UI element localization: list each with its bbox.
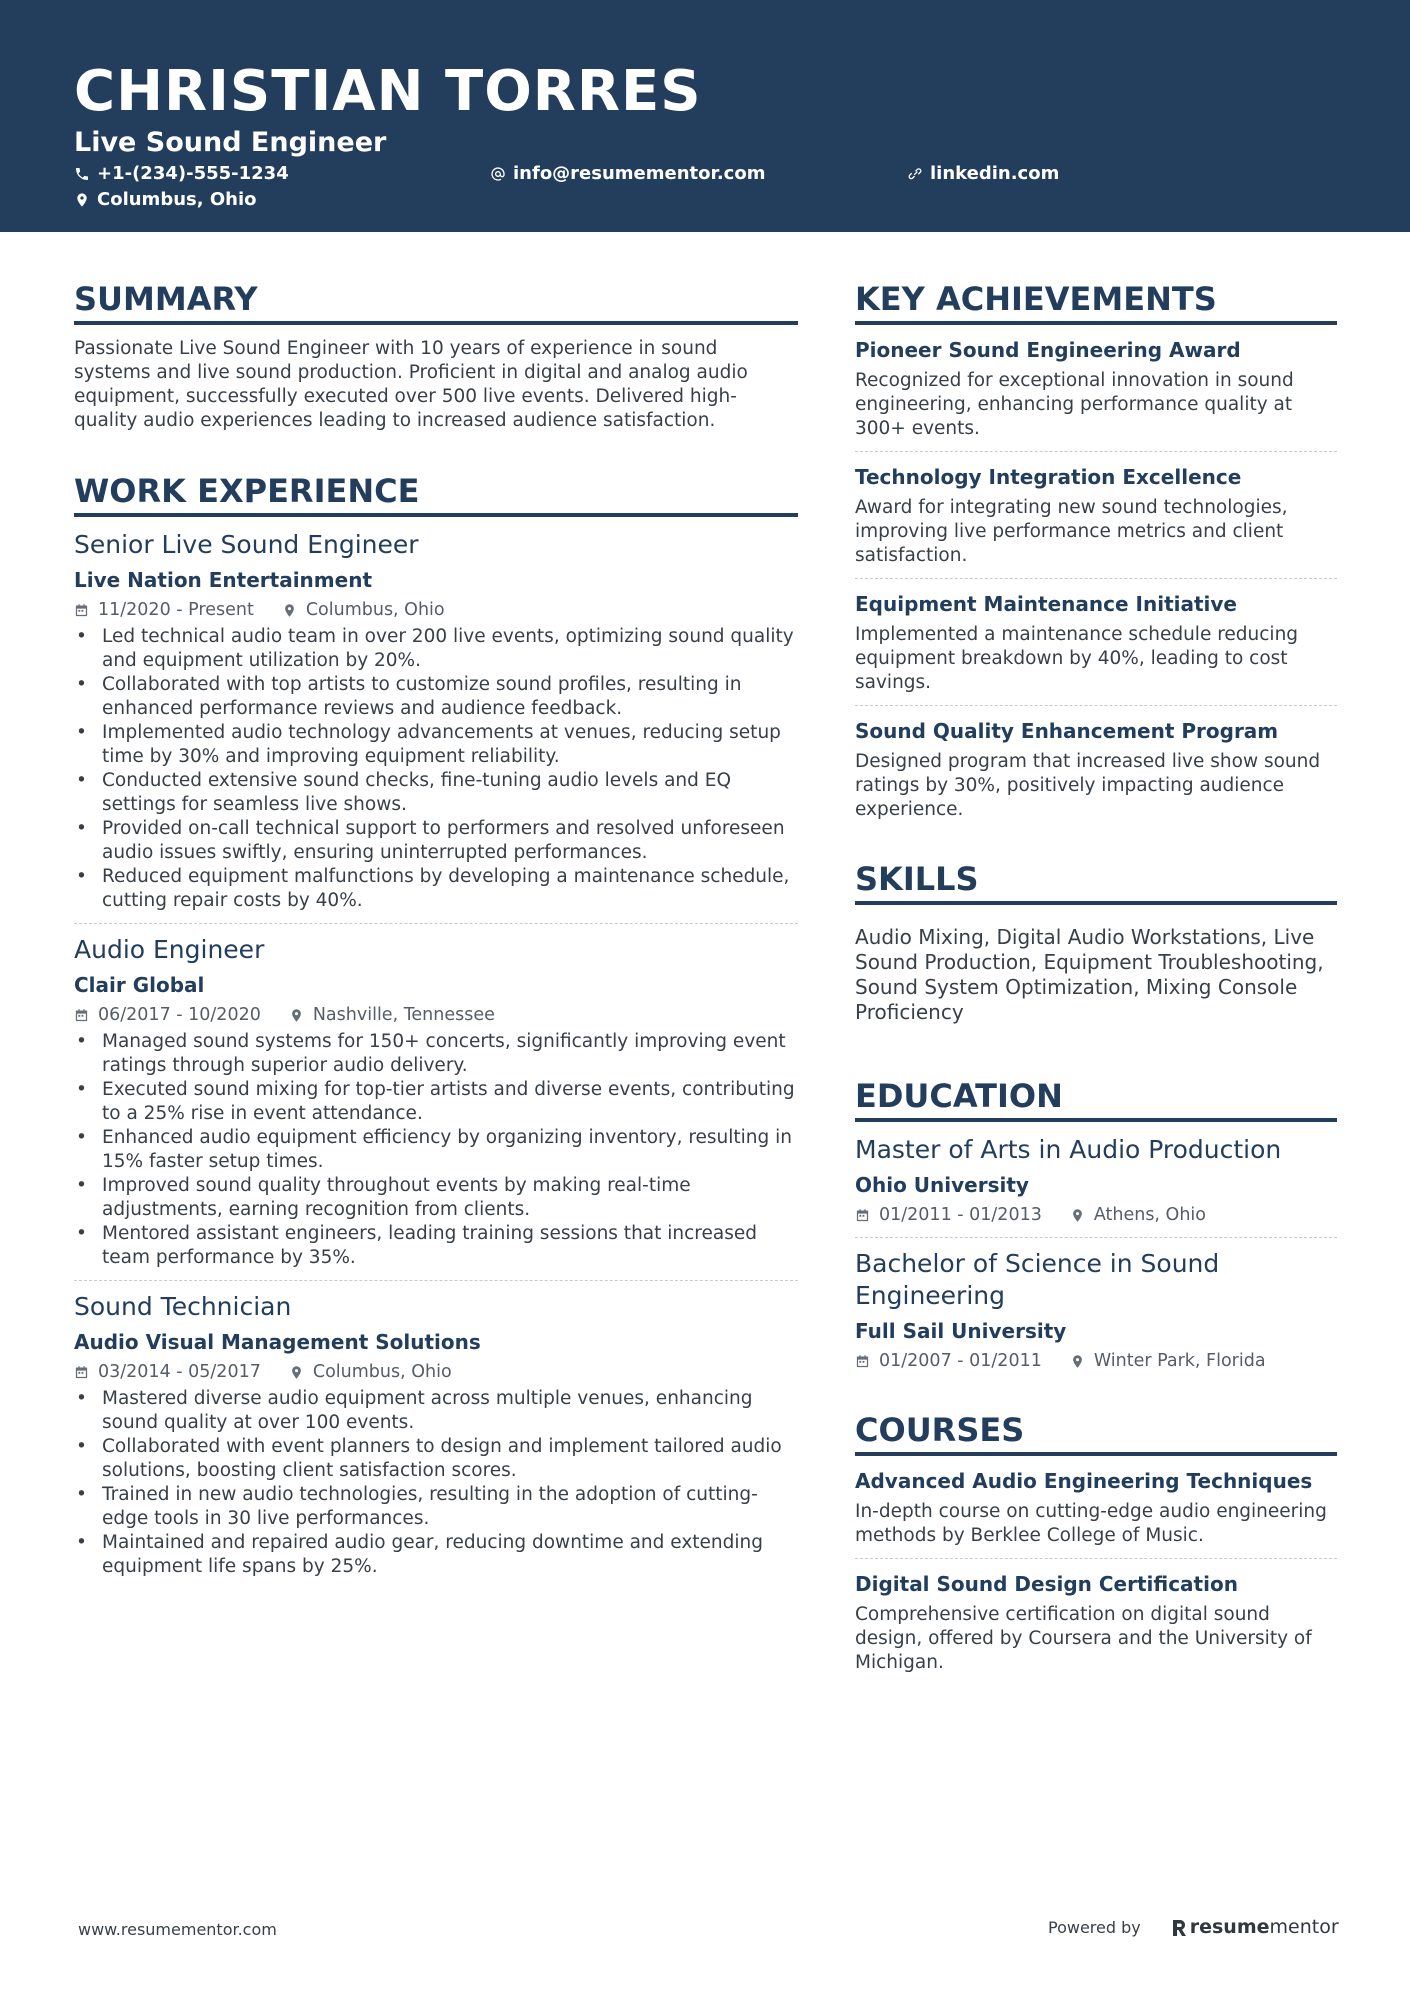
phone-icon	[74, 166, 90, 182]
location-pin-icon	[289, 1365, 304, 1380]
brand-mark-icon	[1171, 1918, 1187, 1937]
job-bullet: • Collaborated with event planners to design and implement tailored audio solutions, boosting client satisfaction scores.	[74, 1435, 798, 1483]
achievement-desc: Designed program that increased live show sound ratings by 30%, positively impacting audience experience.	[855, 751, 1321, 820]
brand-logo[interactable]	[1171, 1916, 1339, 1938]
contact-linkedin-text: linkedin.com	[930, 163, 1060, 184]
education-school: Ohio University	[855, 1173, 1029, 1197]
job-bullet: • Conducted extensive sound checks, fine-tuning audio levels and EQ settings for seamless live shows.	[74, 769, 798, 817]
calendar-icon	[74, 1365, 89, 1380]
contact-phone-text: +1-(234)-555-1234	[97, 163, 289, 184]
job-bullet: • Improved sound quality throughout events by making real-time adjustments, earning recognition from clients.	[74, 1174, 798, 1222]
job-entry	[74, 1291, 798, 1579]
footer-website[interactable]: www.resumementor.com	[78, 1920, 277, 1939]
summary-section	[74, 280, 798, 433]
right-column	[855, 280, 1337, 1675]
location-pin-icon	[282, 603, 297, 618]
job-company: Clair Global	[74, 973, 205, 997]
skills-section	[855, 860, 1337, 1025]
job-bullet: • Provided on-call technical support to performers and resolved unforeseen audio issues swiftly, ensuring uninterrupted performances.	[74, 817, 798, 865]
course-desc: Comprehensive certification on digital sound design, offered by Coursera and the University of Michigan.	[855, 1604, 1312, 1673]
at-icon	[490, 166, 506, 182]
divider	[855, 1558, 1337, 1559]
calendar-icon	[855, 1208, 870, 1223]
achievement-title: Sound Quality Enhancement Program	[855, 719, 1279, 743]
divider	[855, 1237, 1337, 1238]
job-bullet: • Executed sound mixing for top-tier artists and diverse events, contributing to a 25% rise in event attendance.	[74, 1078, 798, 1126]
job-bullet: • Mentored assistant engineers, leading training sessions that increased team performance by 35%.	[74, 1222, 798, 1270]
achievement-item	[855, 464, 1337, 579]
education-dates: 01/2011 - 01/2013	[879, 1205, 1042, 1225]
footer-branding	[1048, 1916, 1339, 1938]
divider	[74, 1280, 798, 1281]
skills-text: Audio Mixing, Digital Audio Workstations, Live Sound Production, Equipment Troubleshooting, Sound System Optimization, Mixing Console Proficiency	[855, 925, 1324, 1024]
job-bullet: • Maintained and repaired audio gear, reducing downtime and extending equipment life spans by 25%.	[74, 1531, 798, 1579]
divider	[855, 451, 1337, 452]
achievement-title: Pioneer Sound Engineering Award	[855, 338, 1241, 362]
job-dates: 06/2017 - 10/2020	[98, 1005, 261, 1025]
experience-section	[74, 472, 798, 1579]
job-bullet: • Implemented audio technology advancements at venues, reducing setup time by 30% and improving equipment reliability.	[74, 721, 798, 769]
education-section	[855, 1077, 1337, 1373]
resume-header	[0, 0, 1410, 232]
link-icon	[907, 166, 923, 182]
job-location: Nashville, Tennessee	[312, 1005, 495, 1025]
contact-email[interactable]	[490, 162, 765, 186]
divider	[855, 705, 1337, 706]
contact-location	[74, 188, 257, 212]
summary-text: Passionate Live Sound Engineer with 10 years of experience in sound systems and live sound production. Proficient in digital and analog audio equipment, successfully executed over 500 live events. Delivered high-quality audio experiences leading to increased audience satisfaction.	[74, 338, 748, 431]
achievement-desc: Award for integrating new sound technologies, improving live performance metrics and client satisfaction.	[855, 497, 1288, 566]
job-location: Columbus, Ohio	[312, 1362, 452, 1382]
job-meta	[74, 1003, 798, 1027]
job-bullet: • Reduced equipment malfunctions by developing a maintenance schedule, cutting repair costs by 40%.	[74, 865, 798, 913]
achievement-desc: Recognized for exceptional innovation in sound engineering, enhancing performance quality at 300+ events.	[855, 370, 1294, 439]
location-pin-icon	[1070, 1354, 1085, 1369]
course-desc: In-depth course on cutting-edge audio engineering methods by Berklee College of Music.	[855, 1501, 1327, 1546]
education-school: Full Sail University	[855, 1319, 1067, 1343]
achievement-desc: Implemented a maintenance schedule reducing equipment breakdown by 40%, leading to cost savings.	[855, 624, 1299, 693]
education-location: Winter Park, Florida	[1093, 1351, 1266, 1371]
contact-linkedin[interactable]	[907, 162, 1059, 186]
achievement-title: Equipment Maintenance Initiative	[855, 592, 1237, 616]
job-company: Audio Visual Management Solutions	[74, 1330, 481, 1354]
job-meta	[74, 598, 798, 622]
calendar-icon	[74, 603, 89, 618]
job-bullet: • Mastered diverse audio equipment across multiple venues, enhancing sound quality at over 100 events.	[74, 1387, 798, 1435]
course-item	[855, 1468, 1337, 1559]
location-pin-icon	[289, 1008, 304, 1023]
achievement-item	[855, 337, 1337, 452]
job-entry	[74, 529, 798, 924]
course-item	[855, 1571, 1337, 1675]
contact-location-text: Columbus, Ohio	[97, 189, 257, 210]
job-entry	[74, 934, 798, 1281]
education-dates: 01/2007 - 01/2011	[879, 1351, 1042, 1371]
education-meta	[855, 1349, 1337, 1373]
divider	[855, 578, 1337, 579]
education-heading: EDUCATION	[855, 1077, 1337, 1122]
education-meta	[855, 1203, 1337, 1227]
job-bullet: • Managed sound systems for 150+ concerts, significantly improving event ratings through superior audio delivery.	[74, 1030, 798, 1078]
job-dates: 11/2020 - Present	[98, 600, 254, 620]
summary-heading: SUMMARY	[74, 280, 798, 325]
powered-by-label: Powered by	[1048, 1917, 1141, 1937]
left-column	[74, 280, 798, 1579]
candidate-name: CHRISTIAN TORRES	[74, 59, 702, 124]
job-bullet: • Trained in new audio technologies, resulting in the adoption of cutting-edge tools in 30 live performances.	[74, 1483, 798, 1531]
achievements-heading: KEY ACHIEVEMENTS	[855, 280, 1337, 325]
job-bullet: • Enhanced audio equipment efficiency by organizing inventory, resulting in 15% faster setup times.	[74, 1126, 798, 1174]
job-dates: 03/2014 - 05/2017	[98, 1362, 261, 1382]
job-title: Sound Technician	[74, 1292, 292, 1321]
courses-section	[855, 1411, 1337, 1675]
course-title: Advanced Audio Engineering Techniques	[855, 1469, 1313, 1493]
courses-heading: COURSES	[855, 1411, 1337, 1456]
divider	[74, 923, 798, 924]
job-location: Columbus, Ohio	[305, 600, 445, 620]
contact-phone[interactable]	[74, 162, 289, 186]
calendar-icon	[855, 1354, 870, 1369]
job-title: Audio Engineer	[74, 935, 265, 964]
achievement-title: Technology Integration Excellence	[855, 465, 1242, 489]
calendar-icon	[74, 1008, 89, 1023]
job-bullets	[74, 625, 798, 913]
job-meta	[74, 1360, 798, 1384]
job-company: Live Nation Entertainment	[74, 568, 372, 592]
job-bullets	[74, 1030, 798, 1270]
education-item	[855, 1134, 1337, 1238]
experience-heading: WORK EXPERIENCE	[74, 472, 798, 517]
job-bullets	[74, 1387, 798, 1579]
course-title: Digital Sound Design Certification	[855, 1572, 1238, 1596]
location-pin-icon	[74, 192, 90, 208]
job-bullet: • Collaborated with top artists to customize sound profiles, resulting in enhanced performance reviews and audience feedback.	[74, 673, 798, 721]
achievement-item	[855, 718, 1337, 822]
brand-name-bold: resume	[1189, 1916, 1270, 1938]
education-item	[855, 1248, 1337, 1373]
achievement-item	[855, 591, 1337, 706]
achievements-section	[855, 280, 1337, 822]
education-location: Athens, Ohio	[1093, 1205, 1206, 1225]
education-degree: Master of Arts in Audio Production	[855, 1135, 1282, 1164]
contact-email-text: info@resumementor.com	[513, 163, 766, 184]
skills-heading: SKILLS	[855, 860, 1337, 905]
job-bullet: • Led technical audio team in over 200 live events, optimizing sound quality and equipment utilization by 20%.	[74, 625, 798, 673]
brand-name-light: mentor	[1269, 1916, 1339, 1938]
location-pin-icon	[1070, 1208, 1085, 1223]
candidate-title: Live Sound Engineer	[74, 127, 387, 158]
education-degree: Bachelor of Science in Sound Engineering	[855, 1249, 1220, 1310]
job-title: Senior Live Sound Engineer	[74, 530, 419, 559]
